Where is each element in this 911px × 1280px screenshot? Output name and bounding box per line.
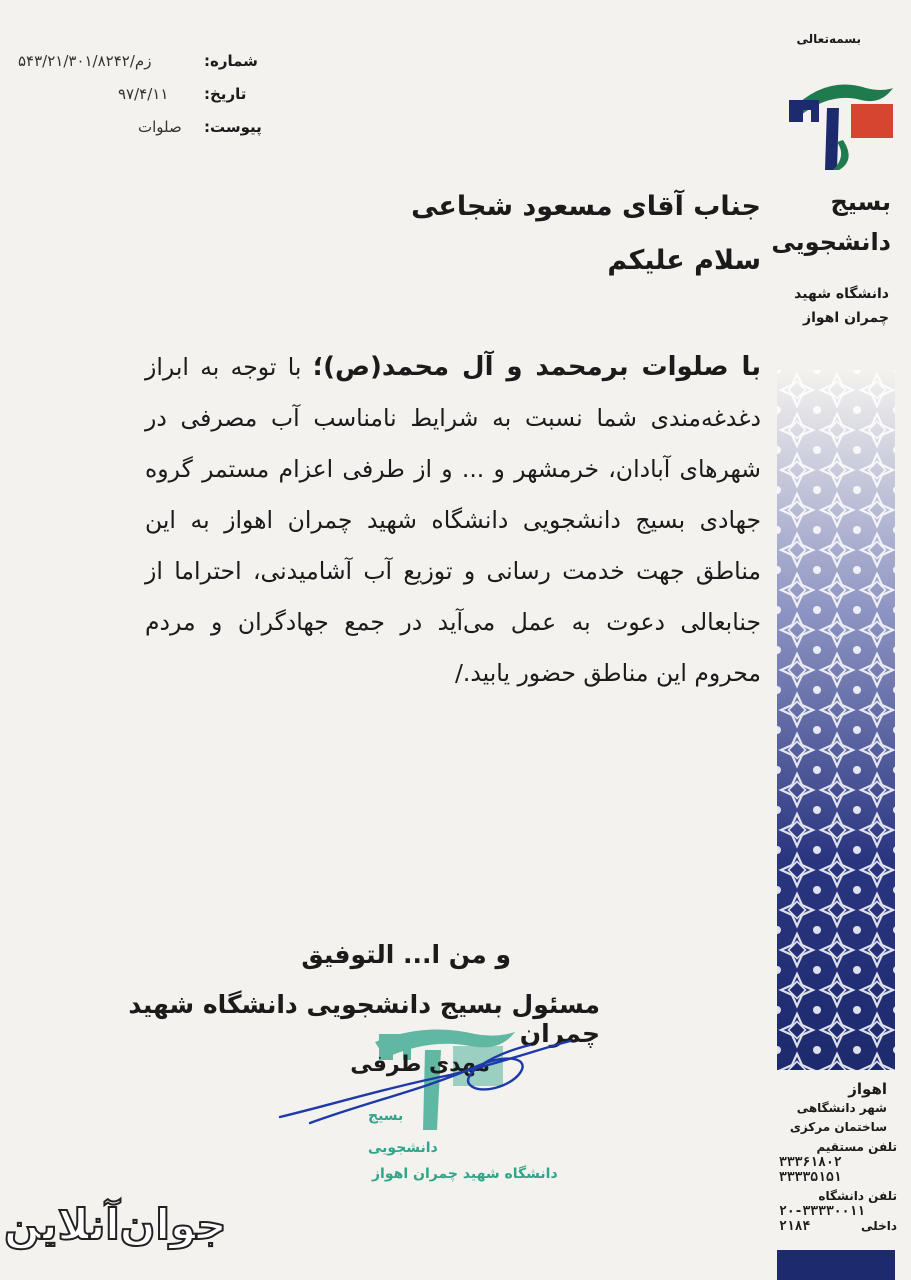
- addressee-name: جناب آقای مسعود شجاعی: [411, 191, 761, 222]
- closing-phrase: و من ا... التوفیق: [301, 940, 511, 969]
- signer-title: مسئول بسیج دانشجویی دانشگاه شهید چمران: [128, 990, 600, 1048]
- meta-date-row: [18, 77, 268, 110]
- address-city: اهواز: [848, 1080, 887, 1098]
- university-line1: دانشگاه شهید: [794, 286, 889, 302]
- letter-meta: [18, 44, 268, 143]
- meta-date-label: تاریخ:: [204, 84, 247, 103]
- greeting: سلام علیکم: [607, 245, 761, 276]
- signer-name: مهدی طرفی: [350, 1052, 490, 1077]
- university-name: [769, 282, 889, 330]
- meta-number-value: ۵۴۳/۲۱/۳۰۱/۸۲۴۲/زم: [18, 51, 152, 70]
- direct-phone-label: تلفن مستقیم: [816, 1140, 897, 1154]
- meta-number-label: شماره:: [204, 51, 258, 70]
- sidebar-footer-bar: [777, 1250, 895, 1280]
- stamp-text-3: دانشگاه شهید چمران اهواز: [372, 1166, 558, 1182]
- extension-number: ۲۱۸۴: [779, 1219, 811, 1234]
- letter-lead: با صلوات برمحمد و آل محمد(ص)؛: [312, 352, 761, 382]
- meta-attachment-label: پیوست:: [204, 117, 262, 136]
- bismillah: بسمه‌تعالی: [796, 32, 861, 46]
- phone-block: [779, 1140, 897, 1234]
- direct-phone-1: ۳۳۳۶۱۸۰۲: [779, 1155, 842, 1170]
- meta-attachment-row: [18, 110, 268, 143]
- university-phone-label: تلفن دانشگاه: [818, 1189, 897, 1203]
- handwritten-signature-icon: [270, 1035, 600, 1130]
- meta-date-value: ۹۷/۴/۱۱: [118, 84, 169, 103]
- letter-body-text: با توجه به ابراز دغدغه‌مندی شما نسبت به شرایط نامناسب آب مصرفی در شهرهای آبادان، خرمشهر و ... و از طرفی اعزام مستمر گروه جهادی بسیج دانشجویی دانشگاه شهید چمران اهواز به این مناطق جهت خدمت رسانی و توزیع آب آشامیدنی، احتراما از جنابعالی دعوت به عمل می‌آید در جمع جهادگران و مردم محروم این مناطق حضور یابید./: [145, 353, 761, 687]
- extension-row: [779, 1219, 897, 1234]
- stamp-text-1: بسیج: [368, 1108, 404, 1124]
- university-phone: ۲۰-۳۳۳۳۰۰۱۱: [779, 1204, 866, 1219]
- letterhead-sidebar: [771, 0, 911, 1280]
- address-line2: ساختمان مرکزی: [789, 1120, 887, 1134]
- basij-logo-icon: [781, 70, 901, 170]
- stamp-text-2: دانشجویی: [368, 1140, 438, 1156]
- letter-body: [145, 342, 761, 699]
- extension-label: داخلی: [861, 1219, 897, 1233]
- decorative-pattern-icon: [777, 370, 895, 1070]
- org-title-line2: دانشجویی: [771, 228, 891, 256]
- university-line2: چمران اهواز: [803, 310, 889, 326]
- addressee-block: [261, 180, 761, 288]
- direct-phone-2: ۳۳۳۳۵۱۵۱: [779, 1170, 842, 1185]
- org-title-line1: بسیج: [830, 188, 891, 216]
- meta-number-row: [18, 44, 268, 77]
- watermark-logo: جوان‌آنلاین: [4, 1200, 227, 1249]
- meta-attachment-value: صلوات: [138, 117, 182, 136]
- org-title: [771, 182, 891, 262]
- address-block: [767, 1080, 887, 1137]
- address-line1: شهر دانشگاهی: [796, 1101, 887, 1115]
